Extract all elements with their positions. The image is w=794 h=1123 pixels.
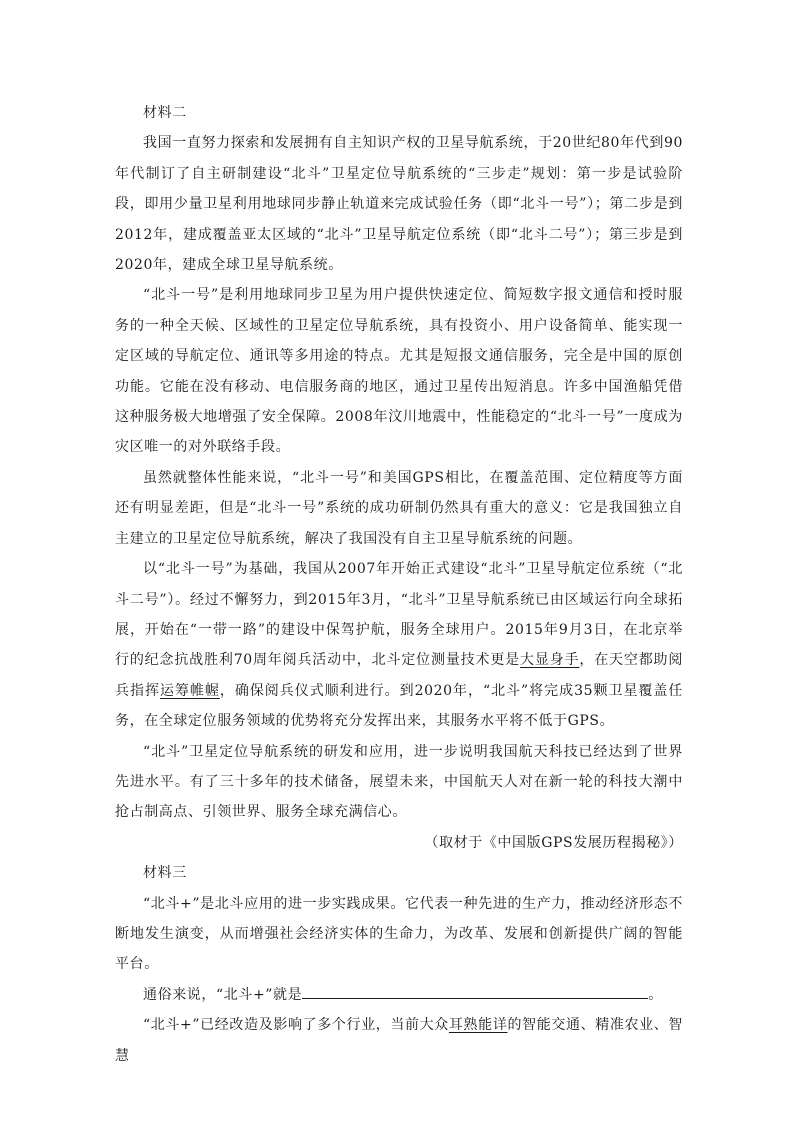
underlined-idiom-1: 大显身手 — [520, 652, 580, 669]
paragraph-4-text-b: ，在天空都助阅兵指挥 — [115, 652, 683, 699]
paragraph-3-text-a: “北斗+”已经改造及影响了多个行业，当前大众 — [143, 1017, 449, 1034]
paragraph-4-text-a: 以“北斗一号”为基础，我国从2007年开始正式建设“北斗”卫星导航定位系统（“北斗二号”）。经过不懈努力，到2015年3月，“北斗”卫星导航系统已由区域运行向全球拓展，开始在“一带一路”的建设中保驾护航，服务全球用户。2015年9月3日，在北京举行的纪念抗战胜利70周年阅兵活动中，北斗定位测量技术更是 — [115, 561, 683, 669]
material-2-paragraph-5: “北斗”卫星定位导航系统的研发和应用，进一步说明我国航天科技已经达到了世界先进水平。有了三十多年的技术储备，展望未来，中国航天人对在新一轮的科技大潮中抢占制高点、引领世界、服务全球充满信心。 — [115, 743, 683, 821]
underlined-idiom-3: 耳熟能详 — [448, 1017, 508, 1034]
paragraph-3-text-b: 的智能交通、精准农业、智慧 — [115, 1017, 684, 1064]
material-2-heading: 材料二 — [143, 105, 187, 121]
fill-in-end: 。 — [648, 986, 663, 1003]
paragraph-4-text-c: ，确保阅兵仪式顺利进行。到2020年，“北斗”将完成35颗卫星覆盖任务，在全球定位服务领域的优势将充分发挥出来，其服务水平将不低于GPS。 — [115, 682, 683, 730]
material-3-heading: 材料三 — [143, 865, 187, 882]
material-2-paragraph-1: 我国一直努力探索和发展拥有自主知识产权的卫星导航系统，于20世纪80年代到90年代制订了自主研制建设“北斗”卫星定位导航系统的“三步走”规划：第一步是试验阶段，即用少量卫星利用地球同步静止轨道来完成试验任务（即“北斗一号”）；第二步是到2012年，建成覆盖亚太区域的“北斗”卫星导航定位系统（即“北斗二号”）；第三步是到2020年，建成全球卫星导航系统。 — [115, 135, 683, 274]
source-citation: （取材于《中国版GPS发展历程揭秘》） — [424, 834, 683, 851]
material-2-paragraph-4 — [115, 554, 683, 736]
document-page — [115, 98, 683, 1071]
material-2-paragraph-2: “北斗一号”是利用地球同步卫星为用户提供快速定位、简短数字报文通信和授时服务的一种全天候、区域性的卫星定位导航系统，具有投资小、用户设备简单、能实现一定区域的导航定位、通讯等多用途的特点。尤其是短报文通信服务，完全是中国的原创功能。它能在没有移动、电信服务商的地区，通过卫星传出短消息。许多中国渔船凭借这种服务极大地增强了安全保障。2008年汶川地震中，性能稳定的“北斗一号”一度成为灾区唯一的对外联络手段。 — [115, 287, 683, 456]
underlined-idiom-2: 运筹帷幄 — [159, 682, 220, 699]
fill-in-blank[interactable] — [302, 980, 648, 999]
material-3-paragraph-1: “北斗+”是北斗应用的进一步实践成果。它代表一种先进的生产力，推动经济形态不断地发生演变，从而增强社会经济实体的生命力，为改革、发展和创新提供广阔的智能平台。 — [115, 895, 683, 973]
material-3-paragraph-3 — [115, 1010, 683, 1071]
material-2-paragraph-3: 虽然就整体性能来说，“北斗一号”和美国GPS相比，在覆盖范围、定位精度等方面还有明显差距，但是“北斗一号”系统的成功研制仍然具有重大的意义：它是我国独立自主建立的卫星定位导航系统，解决了我国没有自主卫星导航系统的问题。 — [115, 469, 683, 547]
fill-in-prompt: 通俗来说，“北斗+”就是 — [143, 986, 303, 1003]
material-3-paragraph-2 — [115, 980, 683, 1010]
